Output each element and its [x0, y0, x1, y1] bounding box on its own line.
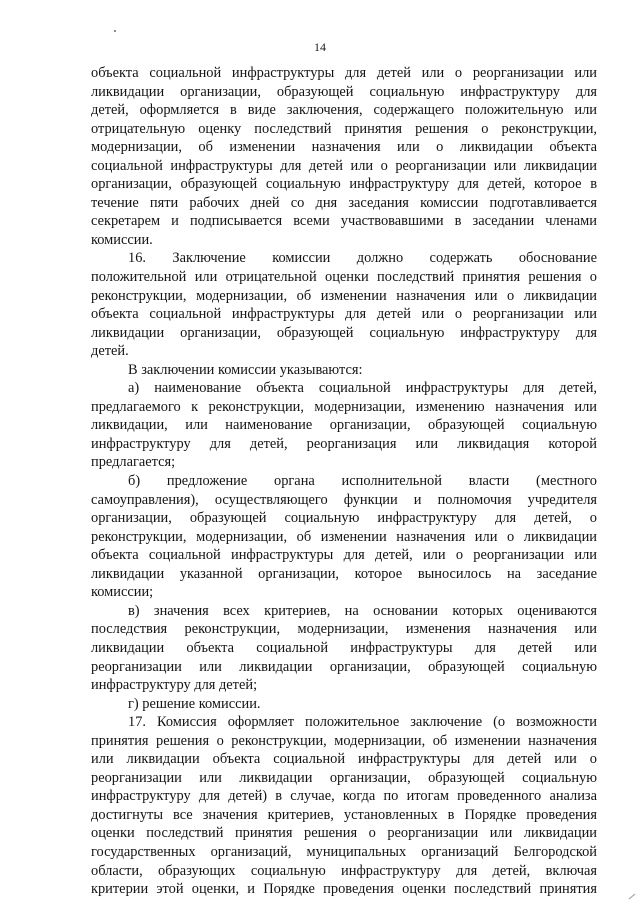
text-line: ликвидации объекта социальной инфраструктуры для детей или: [91, 639, 597, 656]
text-line: реорганизации или ликвидации организации, образующей социальную: [91, 769, 597, 786]
text-line: самоуправления), осуществляющего функции и полномочия учредителя: [91, 491, 597, 508]
text-line: комиссии;: [91, 584, 154, 601]
text-line: предлагается;: [91, 454, 176, 471]
text-line: объекта социальной инфраструктуры для детей или о реорганизации или: [91, 306, 597, 323]
scan-edge-mark: [629, 894, 636, 900]
text-line: или ликвидации объекта социальной инфраструктуры для детей или о: [91, 751, 597, 768]
text-line: комиссии.: [91, 231, 153, 248]
text-line: оценки последствий принятия решения о реорганизации или ликвидации: [91, 825, 597, 842]
text-line: государственных организаций, муниципальных организаций Белгородской: [91, 843, 597, 860]
text-line: области, образующих социальную инфраструктуру для детей, включая: [91, 862, 597, 879]
text-line: г) решение комиссии.: [128, 695, 261, 712]
text-line: критерии этой оценки, и Порядке проведения оценки последствий принятия: [91, 881, 597, 898]
text-line: в) значения всех критериев, на основании которых оцениваются: [128, 602, 597, 619]
text-line: принятия решения о реконструкции, модернизации, об изменении назначения: [91, 732, 597, 749]
text-line: инфраструктуру для детей) в случае, когда по итогам проведенного анализа: [91, 788, 597, 805]
text-line: ликвидации, или наименование организации, образующей социальную: [91, 417, 597, 434]
text-line: модернизации, об изменении назначения или о ликвидации объекта: [91, 139, 597, 156]
text-line: ликвидации организации, образующей социальную инфраструктуру для: [91, 324, 597, 341]
text-line: детей.: [91, 343, 129, 360]
text-line: ликвидации указанной организации, которое выносилось на заседание: [91, 565, 597, 582]
text-line: а) наименование объекта социальной инфраструктуры для детей,: [128, 380, 597, 397]
text-line: В заключении комиссии указываются:: [128, 361, 363, 378]
text-line: организации, образующей социальную инфраструктуру для детей, о: [91, 510, 597, 527]
text-line: 16. Заключение комиссии должно содержать обоснование: [128, 250, 597, 267]
text-line: реконструкции, модернизации, об изменении назначения или о ликвидации: [91, 287, 597, 304]
text-line: социальной инфраструктуры для детей или о реорганизации или ликвидации: [91, 157, 597, 174]
text-line: отрицательную оценку последствий принятия решения о реконструкции,: [91, 120, 597, 137]
text-line: достигнуты все значения критериев, установленных в Порядке проведения: [91, 806, 597, 823]
text-line: инфраструктуру для детей;: [91, 677, 258, 694]
document-body: [91, 64, 597, 899]
text-line: предлагаемого к реконструкции, модернизации, изменению назначения или: [91, 398, 597, 415]
text-line: секретарем и подписывается всеми участвовавшими в заседании членами: [91, 213, 597, 230]
text-line: объекта социальной инфраструктуры для детей или о реорганизации или: [91, 65, 597, 81]
text-line: детей, оформляется в виде заключения, содержащего положительную или: [91, 102, 597, 119]
text-line: последствия реконструкции, модернизации, изменения назначения или: [91, 621, 597, 638]
text-line: инфраструктуру для детей, реорганизация или ликвидация которой: [91, 435, 597, 452]
text-line: 17. Комиссия оформляет положительное заключение (о возможности: [128, 714, 597, 731]
text-line: объекта социальной инфраструктуры для детей, или о реорганизации или: [91, 547, 597, 564]
text-line: организации, образующей социальную инфраструктуру для детей, которое в: [91, 176, 597, 193]
text-line: б) предложение органа исполнительной власти (местного: [128, 473, 597, 490]
text-line: реорганизации или ликвидации организации, образующей социальную: [91, 658, 597, 675]
scan-speck: [114, 30, 116, 32]
text-line: течение пяти рабочих дней со дня заседания комиссии подготавливается: [91, 194, 597, 211]
page-number: 14: [314, 40, 326, 54]
text-line: ликвидации организации, образующей социальную инфраструктуру для: [91, 83, 597, 100]
text-line: реконструкции, модернизации, об изменении назначения или о ликвидации: [91, 528, 597, 545]
text-line: положительной или отрицательной оценки последствий принятия решения о: [91, 269, 597, 286]
